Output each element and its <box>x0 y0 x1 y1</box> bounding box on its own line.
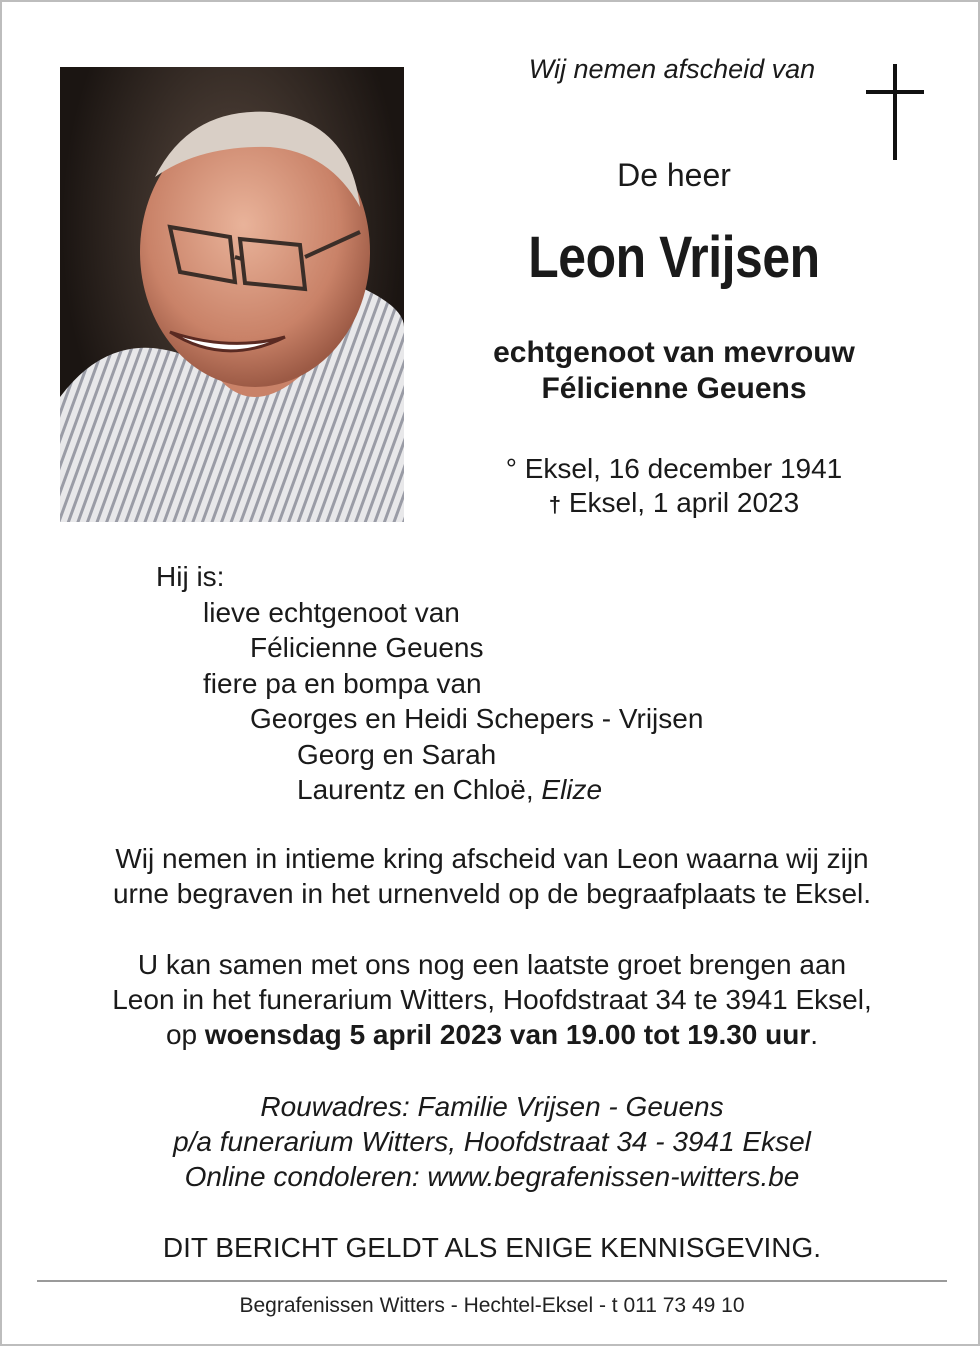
intro-text: Wij nemen afscheid van <box>528 54 816 84</box>
relation-name-italic: Elize <box>541 774 603 805</box>
paragraph-line: Wij nemen in intieme kring afscheid van Leon waarna wij zijn <box>115 843 869 874</box>
relation-line: Félicienne Geuens <box>250 632 484 663</box>
cross-icon <box>866 64 924 160</box>
visitation-time: woensdag 5 april 2023 van 19.00 tot 19.30 uur <box>204 1019 811 1050</box>
spouse-block <box>422 335 926 407</box>
relation-line: fiere pa en bompa van <box>203 667 482 699</box>
relations-heading: Hij is: <box>156 561 225 592</box>
dagger-icon: † <box>548 492 562 517</box>
relation-line <box>156 772 703 808</box>
birth-date: ° Eksel, 16 december 1941 <box>505 453 843 484</box>
footer-text: Begrafenissen Witters - Hechtel-Eksel - t 011 73 49 10 <box>239 1294 745 1317</box>
address-block <box>22 1089 962 1194</box>
paragraph-line <box>22 1017 962 1052</box>
dates-block <box>422 452 926 522</box>
mourning-address-detail: p/a funerarium Witters, Hoofdstraat 34 - 3941 Eksel <box>173 1126 811 1157</box>
paragraph-text: . <box>810 1019 819 1050</box>
relation-names: Laurentz en Chloë, <box>297 774 542 805</box>
paragraph-line: U kan samen met ons nog een laatste groet brengen aan <box>137 949 847 980</box>
deceased-name: Leon Vrijsen <box>528 225 820 290</box>
mourning-address: Rouwadres: Familie Vrijsen - Geuens <box>260 1091 724 1122</box>
honorific: De heer <box>617 157 731 193</box>
paragraph-text: op <box>165 1019 205 1050</box>
visitation-paragraph <box>22 947 962 1052</box>
condolence-link[interactable]: Online condoleren: www.begrafenissen-witters.be <box>184 1161 800 1192</box>
death-date: Eksel, 1 april 2023 <box>561 487 800 518</box>
portrait-illustration <box>60 67 404 522</box>
portrait-photo <box>60 67 404 522</box>
relation-line: Georg en Sarah <box>297 738 497 770</box>
relation-line: lieve echtgenoot van <box>203 596 460 628</box>
relation-line: Georges en Heidi Schepers - Vrijsen <box>250 703 704 734</box>
spouse-line-1: echtgenoot van mevrouw <box>493 336 855 369</box>
notice-text: DIT BERICHT GELDT ALS ENIGE KENNISGEVING. <box>162 1232 822 1263</box>
relations-block <box>156 559 703 808</box>
ceremony-paragraph <box>22 841 962 911</box>
spouse-line-2: Félicienne Geuens <box>541 372 807 405</box>
divider <box>37 1280 947 1282</box>
paragraph-line: Leon in het funerarium Witters, Hoofdstraat 34 te 3941 Eksel, <box>112 984 872 1015</box>
paragraph-line: urne begraven in het urnenveld op de begraafplaats te Eksel. <box>112 878 872 909</box>
death-date-line <box>422 486 926 522</box>
